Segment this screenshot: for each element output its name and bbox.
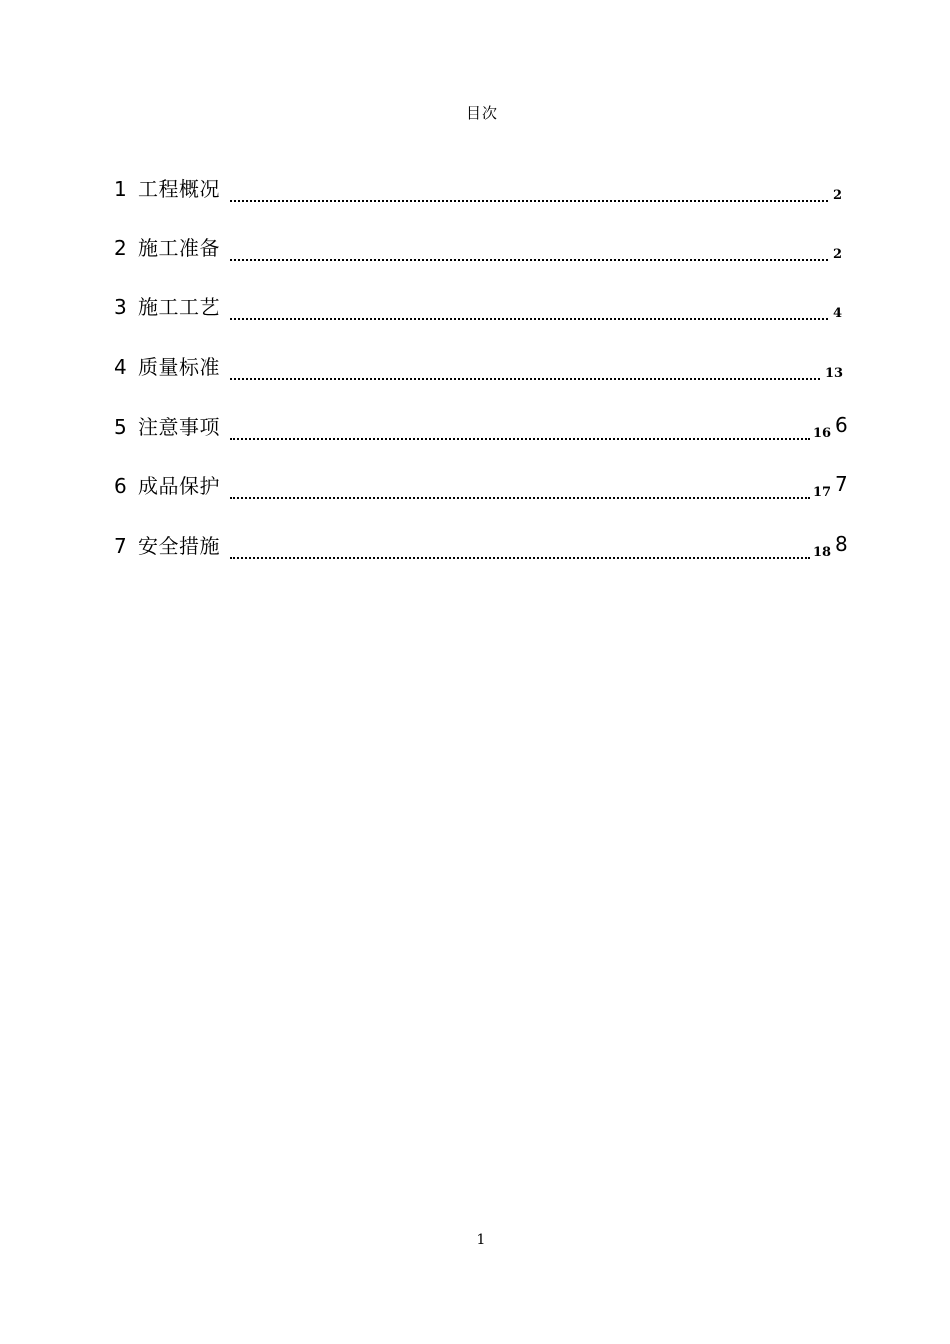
toc-entry[interactable] xyxy=(114,533,854,573)
page-number: 1 xyxy=(476,1232,486,1248)
toc-title: 目次 xyxy=(465,104,498,122)
toc-dot-leader xyxy=(230,438,810,440)
toc-dot-leader xyxy=(230,557,810,559)
toc-entry[interactable] xyxy=(114,294,854,334)
toc-entry-number: 5 xyxy=(114,415,127,439)
toc-entry-extra: 7 xyxy=(835,472,848,496)
toc-entry-label: 注意事项 xyxy=(138,415,220,439)
toc-dot-leader xyxy=(230,318,828,320)
toc-entry[interactable] xyxy=(114,235,854,275)
toc-entry-label: 成品保护 xyxy=(138,474,220,498)
toc-entry-extra: 8 xyxy=(835,532,848,556)
toc-entry-number: 2 xyxy=(114,236,127,260)
toc-entry-number: 1 xyxy=(114,177,127,201)
toc-entry-page: 4 xyxy=(833,306,843,321)
toc-entry-label: 安全措施 xyxy=(138,534,220,558)
toc-entry-page: 18 xyxy=(813,545,832,560)
toc-entry[interactable] xyxy=(114,414,854,454)
toc-entry-number: 4 xyxy=(114,355,127,379)
toc-entry-page: 17 xyxy=(813,485,832,500)
toc-entry-number: 6 xyxy=(114,474,127,498)
toc-dot-leader xyxy=(230,259,828,261)
toc-entry[interactable] xyxy=(114,354,854,394)
toc-entry-label: 施工工艺 xyxy=(138,295,220,319)
toc-dot-leader xyxy=(230,200,828,202)
toc-entry-extra: 6 xyxy=(835,413,848,437)
toc-dot-leader xyxy=(230,378,820,380)
toc-entry-page: 2 xyxy=(833,247,843,262)
toc-entry-label: 施工准备 xyxy=(138,236,220,260)
toc-entry-label: 质量标准 xyxy=(138,355,220,379)
toc-dot-leader xyxy=(230,497,810,499)
toc-entry-page: 16 xyxy=(813,426,832,441)
toc-entry[interactable] xyxy=(114,176,854,216)
toc-entry-page: 2 xyxy=(833,188,843,203)
toc-entry-label: 工程概况 xyxy=(138,177,220,201)
toc-entry-number: 3 xyxy=(114,295,127,319)
toc-entry-page: 13 xyxy=(825,366,844,381)
toc-entry-number: 7 xyxy=(114,534,127,558)
toc-entry[interactable] xyxy=(114,473,854,513)
